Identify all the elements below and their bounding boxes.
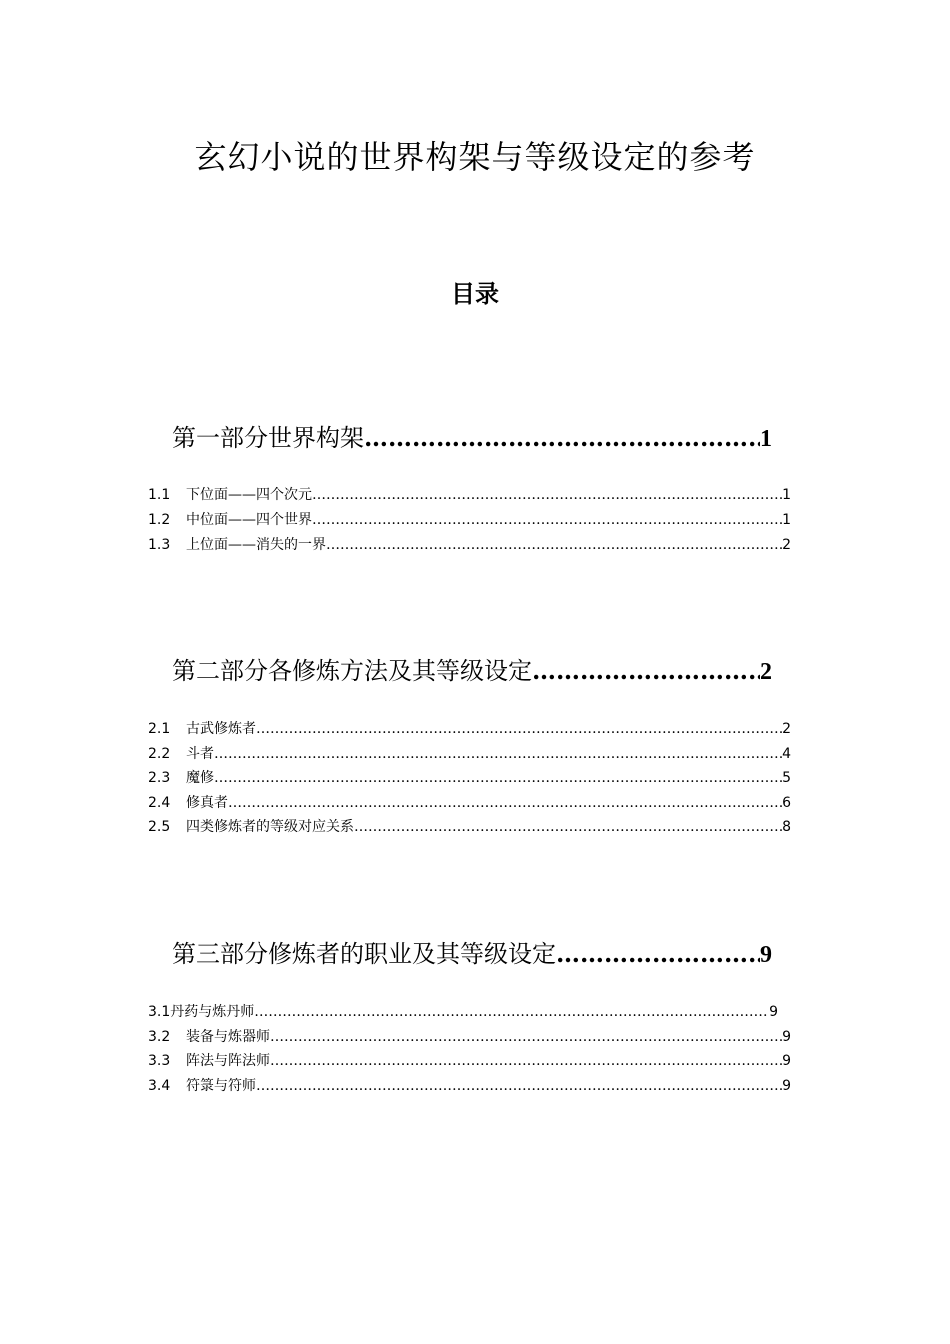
toc-part-title: 第二部分各修炼方法及其等级设定 — [172, 657, 532, 685]
toc-entry-1-1[interactable] — [148, 484, 791, 508]
toc-entry-title: 古武修炼者 — [186, 721, 256, 737]
toc-entry-2-3[interactable] — [148, 767, 791, 791]
toc-leader-dots — [254, 1004, 769, 1020]
toc-entry-title: 下位面——四个次元 — [186, 487, 312, 503]
toc-entry-title: 修真者 — [186, 795, 228, 811]
toc-entry-page: 9 — [782, 1053, 791, 1069]
toc-entry-number: 2.1 — [148, 721, 171, 737]
toc-entry-3-3[interactable] — [148, 1050, 791, 1074]
toc-entry-title: 符箓与符师 — [186, 1078, 256, 1094]
toc-entry-title: 中位面——四个世界 — [186, 512, 312, 528]
toc-leader-dots — [214, 770, 782, 786]
toc-part-page: 9 — [760, 942, 772, 968]
toc-entry-number: 1.1 — [148, 487, 171, 503]
toc-part-2[interactable] — [172, 651, 772, 686]
toc-part-title: 第三部分修炼者的职业及其等级设定 — [172, 940, 556, 968]
toc-entry-number: 2.2 — [148, 746, 171, 762]
toc-entry-title: 斗者 — [186, 746, 214, 762]
toc-entry-number: 3.1 — [148, 1004, 171, 1020]
toc-leader-dots — [214, 746, 782, 762]
toc-entry-page: 1 — [782, 512, 791, 528]
toc-entry-page: 5 — [782, 770, 791, 786]
toc-entry-2-2[interactable] — [148, 743, 791, 767]
toc-leader-dots — [326, 537, 782, 553]
toc-part-page: 1 — [760, 426, 772, 452]
toc-entry-number: 1.3 — [148, 537, 171, 553]
toc-entry-page: 9 — [782, 1078, 791, 1094]
toc-entry-1-2[interactable] — [148, 509, 791, 533]
toc-entry-3-2[interactable] — [148, 1026, 791, 1050]
toc-entry-page: 6 — [782, 795, 791, 811]
toc-leader-dots — [270, 1053, 782, 1069]
toc-leader-dots — [556, 939, 760, 968]
toc-entry-page: 4 — [782, 746, 791, 762]
toc-part-page: 2 — [760, 659, 772, 685]
document-title: 玄幻小说的世界构架与等级设定的参考 — [194, 138, 756, 176]
toc-entry-3-1[interactable] — [148, 1001, 778, 1025]
toc-leader-dots — [256, 1078, 782, 1094]
toc-heading: 目录 — [451, 280, 499, 308]
toc-leader-dots — [532, 656, 760, 685]
toc-leader-dots — [364, 423, 760, 452]
toc-part-title: 第一部分世界构架 — [172, 424, 364, 452]
toc-entry-title: 上位面——消失的一界 — [186, 537, 326, 553]
toc-entry-page: 9 — [769, 1004, 778, 1020]
toc-entry-number: 3.4 — [148, 1078, 171, 1094]
toc-entry-1-3[interactable] — [148, 534, 791, 558]
toc-entry-title: 装备与炼器师 — [186, 1029, 270, 1045]
toc-entry-page: 1 — [782, 487, 791, 503]
toc-entry-page: 8 — [782, 819, 791, 835]
toc-entry-number: 2.3 — [148, 770, 171, 786]
toc-entry-2-1[interactable] — [148, 718, 791, 742]
toc-part-1[interactable] — [172, 418, 772, 453]
toc-entry-number: 2.5 — [148, 819, 171, 835]
toc-leader-dots — [228, 795, 782, 811]
toc-entry-number: 3.3 — [148, 1053, 171, 1069]
toc-leader-dots — [270, 1029, 782, 1045]
toc-entry-number: 1.2 — [148, 512, 171, 528]
toc-entry-title: 阵法与阵法师 — [186, 1053, 270, 1069]
toc-entry-2-5[interactable] — [148, 816, 791, 840]
toc-entry-title: 魔修 — [186, 770, 214, 786]
toc-entry-number: 3.2 — [148, 1029, 171, 1045]
toc-entry-title: 丹药与炼丹师 — [170, 1004, 255, 1020]
toc-entry-number: 2.4 — [148, 795, 171, 811]
toc-leader-dots — [312, 512, 782, 528]
toc-entry-page: 2 — [782, 721, 791, 737]
toc-leader-dots — [354, 819, 782, 835]
toc-entry-3-4[interactable] — [148, 1075, 791, 1099]
toc-part-3[interactable] — [172, 934, 772, 969]
toc-leader-dots — [256, 721, 782, 737]
toc-entry-page: 2 — [782, 537, 791, 553]
toc-entry-2-4[interactable] — [148, 792, 791, 816]
toc-entry-title: 四类修炼者的等级对应关系 — [186, 819, 354, 835]
toc-leader-dots — [312, 487, 782, 503]
toc-entry-page: 9 — [782, 1029, 791, 1045]
